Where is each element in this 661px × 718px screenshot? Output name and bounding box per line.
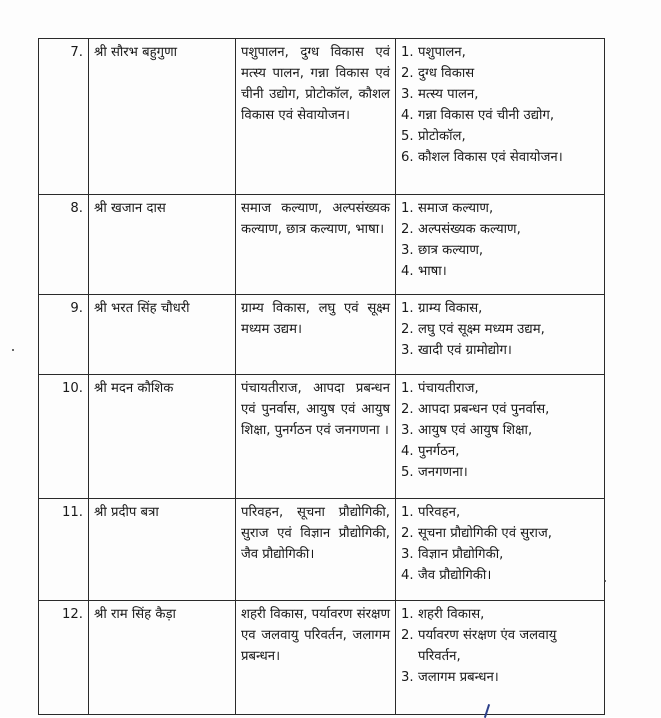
minister-name: श्री राम सिंह कैड़ा [89,601,236,715]
serial-number: 8. [39,195,89,295]
portfolio-list-cell [396,195,605,295]
item-text: पुनर्गठन, [418,444,460,459]
serial-number: 11. [39,499,89,601]
list-item [401,240,599,261]
portfolio-summary: ग्राम्य विकास, लघु एवं सूक्ष्म मध्यम उद्यम। [236,295,396,375]
item-text: जनगणना। [418,465,468,480]
item-text: समाज कल्याण, [418,201,494,216]
item-number: 2. [401,526,414,541]
item-number: 3. [401,670,414,685]
list-item [401,147,599,168]
list-item [401,420,599,441]
item-number: 1. [401,201,414,216]
list-item [401,502,599,523]
item-text: गन्ना विकास एवं चीनी उद्योग, [418,108,555,123]
item-number: 1. [401,607,414,622]
portfolio-list [401,378,599,483]
item-number: 6. [401,150,414,165]
portfolio-list [401,42,599,168]
portfolio-summary: पशुपालन, दुग्ध विकास एवं मत्स्य पालन, गन्ना विकास एवं चीनी उद्योग, प्रोटोकॉल, कौशल विकास एवं सेवायोजन। [236,39,396,195]
list-item [401,319,599,340]
item-number: 2. [401,628,414,643]
item-text: सूचना प्रौद्योगिकी एवं सुराज, [418,526,552,541]
item-text: आयुष एवं आयुष शिक्षा, [418,423,533,438]
item-text: पशुपालन, [418,45,466,60]
serial-number: 7. [39,39,89,195]
serial-number: 10. [39,375,89,499]
portfolio-list-cell [396,499,605,601]
item-text: जैव प्रौद्योगिकी। [418,568,492,583]
list-item [401,261,599,282]
item-number: 1. [401,505,414,520]
list-item [401,42,599,63]
item-number: 3. [401,547,414,562]
list-item [401,63,599,84]
table-row [39,39,605,195]
list-item [401,441,599,462]
list-item [401,625,599,667]
item-text: आपदा प्रबन्धन एवं पुनर्वास, [418,402,550,417]
table-row [39,375,605,499]
minister-name: श्री प्रदीप बत्रा [89,499,236,601]
table-row [39,601,605,715]
list-item [401,565,599,586]
list-item [401,340,599,361]
list-item [401,604,599,625]
list-item [401,219,599,240]
item-number: 4. [401,108,414,123]
item-text: पंचायतीराज, [418,381,479,396]
list-item [401,378,599,399]
item-text: शहरी विकास, [418,607,485,622]
item-number: 5. [401,465,414,480]
portfolio-list [401,604,599,688]
item-text: छात्र कल्याण, [418,243,484,258]
item-number: 2. [401,222,414,237]
item-text: ग्राम्य विकास, [418,301,483,316]
item-number: 2. [401,66,414,81]
list-item [401,399,599,420]
item-number: 1. [401,381,414,396]
list-item [401,298,599,319]
serial-number: 9. [39,295,89,375]
list-item [401,667,599,688]
portfolio-list [401,502,599,586]
item-number: 4. [401,444,414,459]
list-item [401,544,599,565]
list-item [401,126,599,147]
minister-name: श्री मदन कौशिक [89,375,236,499]
scan-speck [12,349,14,351]
minister-name: श्री खजान दास [89,195,236,295]
item-text: लघु एवं सूक्ष्म मध्यम उद्यम, [418,322,545,337]
item-number: 5. [401,129,414,144]
item-text: भाषा। [418,264,447,279]
table-row [39,295,605,375]
list-item [401,523,599,544]
table-body [39,39,605,715]
table-row [39,195,605,295]
scan-speck [604,580,606,582]
serial-number: 12. [39,601,89,715]
portfolio-summary: शहरी विकास, पर्यावरण संरक्षण एव जलवायु परिवर्तन, जलागम प्रबन्धन। [236,601,396,715]
item-text: विज्ञान प्रौद्योगिकी, [418,547,504,562]
item-number: 3. [401,87,414,102]
item-text: अल्पसंख्यक कल्याण, [418,222,521,237]
list-item [401,84,599,105]
portfolio-list-cell [396,601,605,715]
item-text: प्रोटोकॉल, [418,129,466,144]
minister-name: श्री भरत सिंह चौधरी [89,295,236,375]
item-text: जलागम प्रबन्धन। [418,670,499,685]
portfolio-summary: पंचायतीराज, आपदा प्रबन्धन एवं पुनर्वास, आयुष एवं आयुष शिक्षा, पुनर्गठन एवं जनगणना । [236,375,396,499]
portfolio-list [401,198,599,282]
item-number: 4. [401,264,414,279]
item-number: 1. [401,301,414,316]
item-text: कौशल विकास एवं सेवायोजन। [418,150,563,165]
item-text: खादी एवं ग्रामोद्योग। [418,343,512,358]
list-item [401,462,599,483]
item-number: 1. [401,45,414,60]
list-item [401,198,599,219]
item-text: परिवहन, [418,505,461,520]
item-number: 2. [401,322,414,337]
portfolio-table [38,38,605,715]
item-text: दुग्ध विकास [418,66,475,81]
item-number: 4. [401,568,414,583]
item-number: 3. [401,243,414,258]
portfolio-list [401,298,599,361]
item-number: 2. [401,402,414,417]
item-text: पर्यावरण संरक्षण एंव जलवायु परिवर्तन, [418,628,557,664]
portfolio-list-cell [396,375,605,499]
list-item [401,105,599,126]
table-row [39,499,605,601]
item-number: 3. [401,423,414,438]
item-number: 3. [401,343,414,358]
portfolio-list-cell [396,39,605,195]
item-text: मत्स्य पालन, [418,87,479,102]
minister-name: श्री सौरभ बहुगुणा [89,39,236,195]
portfolio-list-cell [396,295,605,375]
portfolio-summary: समाज कल्याण, अल्पसंख्यक कल्याण, छात्र कल्याण, भाषा। [236,195,396,295]
portfolio-summary: परिवहन, सूचना प्रौद्योगिकी, सुराज एवं विज्ञान प्रौद्योगिकी, जैव प्रौद्योगिकी। [236,499,396,601]
